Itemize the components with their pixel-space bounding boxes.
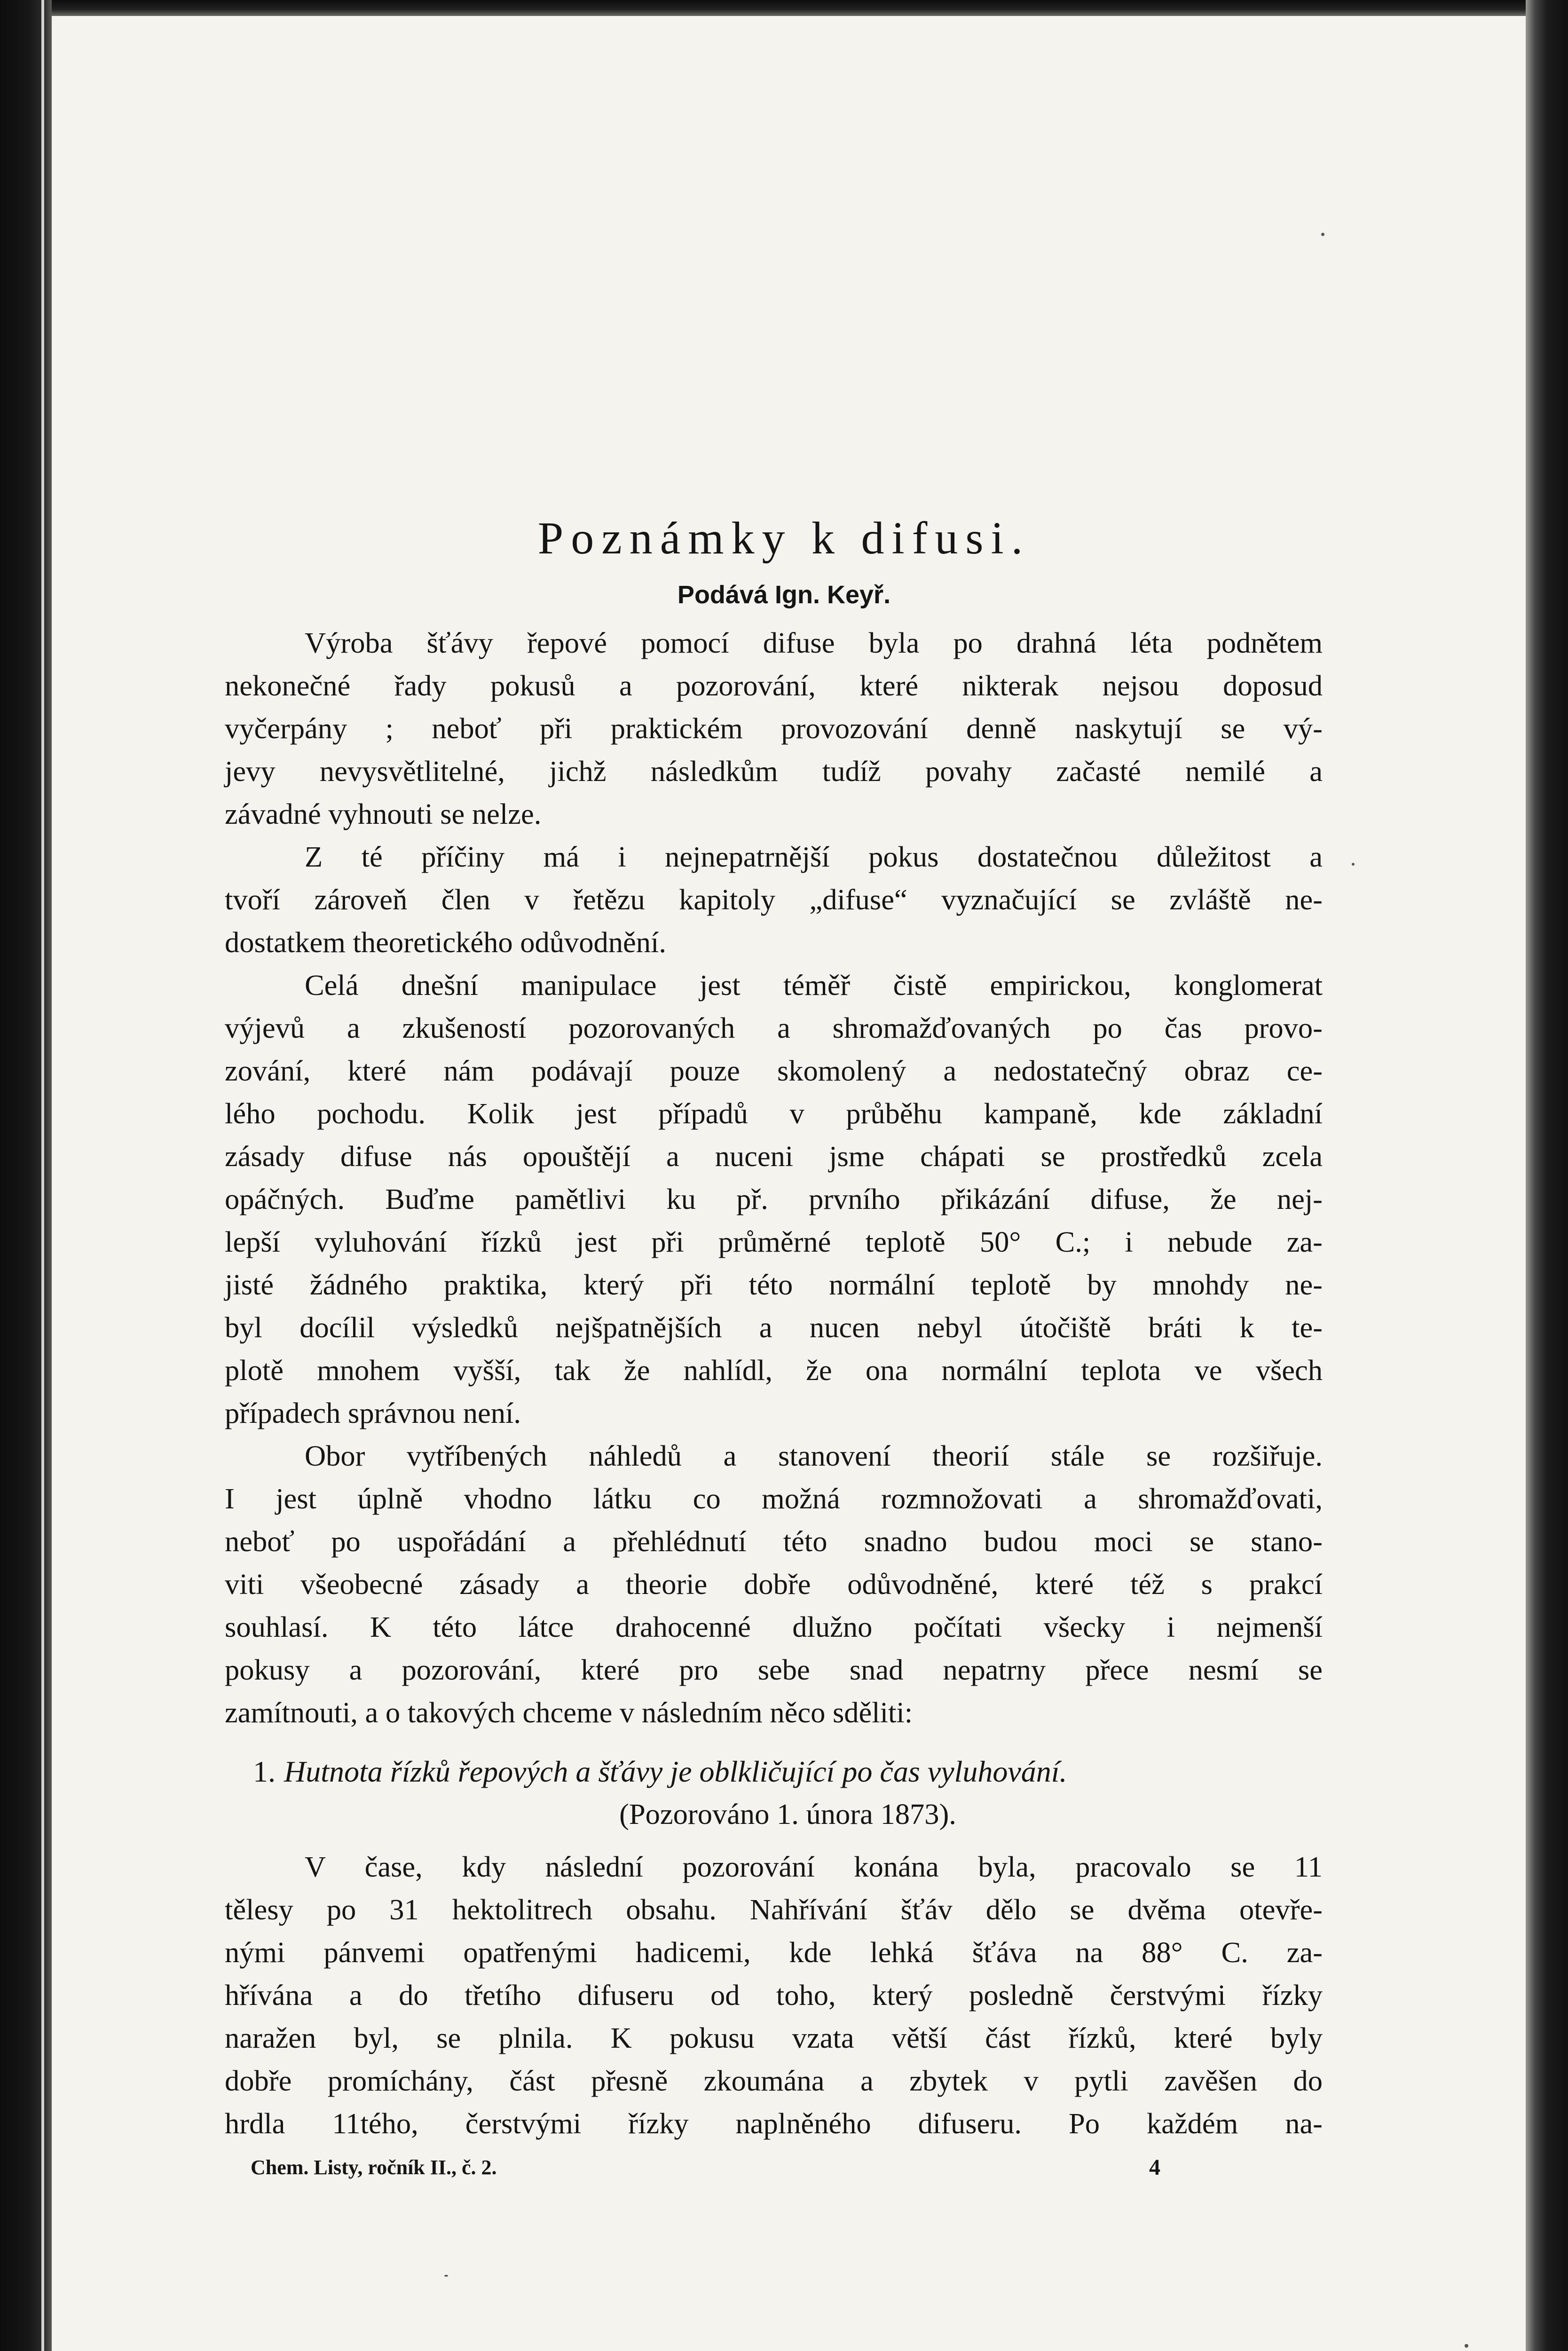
text-line: jevy nevysvětlitelné, jichž následkům tudíž povahy začasté nemilé a (225, 755, 1323, 788)
text-line: zamítnouti, a o takových chceme v následním něco sděliti: (225, 1696, 913, 1729)
scan-border-right (1526, 0, 1568, 2351)
paper-speck (1321, 233, 1324, 236)
section-title: Hutnota řízků řepových a šťávy je oblkličující po čas vyluhování. (284, 1755, 1067, 1788)
text-line: pokusy a pozorování, které pro sebe snad nepatrny přece nesmí se (225, 1653, 1323, 1686)
text-line: dostatkem theoretického odůvodnění. (225, 926, 666, 959)
text-line: naražen byl, se plnila. K pokusu vzata větší část řízků, které byly (225, 2021, 1323, 2054)
text-line: vyčerpány ; neboť při praktickém provozování denně naskytují se vý- (225, 712, 1323, 745)
paragraph (225, 1435, 1323, 1734)
text-line: zování, které nám podávají pouze skomolený a nedostatečný obraz ce- (225, 1054, 1323, 1087)
article-body-top (225, 622, 1323, 1734)
text-line: nekonečné řady pokusů a pozorování, které nikterak nejsou doposud (225, 669, 1323, 702)
text-line: Z té příčiny má i nejnepatrnější pokus dostatečnou důležitost a (305, 840, 1323, 873)
text-line: závadné vyhnouti se nelze. (225, 797, 542, 830)
text-line: dobře promíchány, část přesně zkoumána a zbytek v pytli zavěšen do (225, 2064, 1323, 2097)
text-line: plotě mnohem vyšší, tak že nahlídl, že ona normální teplota ve všech (225, 1354, 1323, 1387)
text-line: lého pochodu. Kolik jest případů v průběhu kampaně, kde základní (225, 1097, 1323, 1130)
text-line: Výroba šťávy řepové pomocí difuse byla po drahná léta podnětem (305, 626, 1323, 659)
text-line: opáčných. Buďme pamětlivi ku př. prvního přikázání difuse, že nej- (225, 1183, 1323, 1215)
text-line: zásady difuse nás opouštějí a nuceni jsme chápati se prostředků zcela (225, 1140, 1323, 1173)
section-subtitle: (Pozorováno 1. února 1873). (619, 1798, 956, 1830)
text-line: výjevů a zkušeností pozorovaných a shromažďovaných po čas provo- (225, 1011, 1323, 1044)
text-line: V čase, kdy následní pozorování konána byla, pracovalo se 11 (305, 1850, 1323, 1883)
paragraph (225, 964, 1323, 1435)
paragraph (225, 836, 1323, 964)
signature-mark: 4 (1149, 2155, 1160, 2180)
text-line: případech správnou není. (225, 1396, 521, 1429)
section-number: 1. (253, 1755, 276, 1788)
text-line: lepší vyluhování řízků jest při průměrné teplotě 50° C.; i nebude za- (225, 1225, 1323, 1258)
scan-border-line (41, 0, 44, 2351)
paragraph (225, 1846, 1323, 2145)
paper-speck (1465, 2344, 1468, 2348)
paper-speck (1352, 863, 1355, 866)
paper-speck (444, 2275, 448, 2277)
text-line: byl docílil výsledků nejšpatnějších a nucen nebyl útočiště bráti k te- (225, 1311, 1323, 1344)
text-line: tvoří zároveň člen v řetězu kapitoly „difuse“ vyznačující se zvláště ne- (225, 883, 1323, 916)
text-line: Celá dnešní manipulace jest téměř čistě empirickou, konglomerat (305, 969, 1323, 1002)
text-line: tělesy po 31 hektolitrech obsahu. Nahřívání šťáv dělo se dvěma otevře- (225, 1893, 1323, 1926)
text-line: viti všeobecné zásady a theorie dobře odůvodněné, které též s prakcí (225, 1568, 1323, 1601)
text-line: hrdla 11tého, čerstvými řízky naplněného difuseru. Po každém na- (225, 2107, 1323, 2140)
section-title-line (225, 1750, 1323, 1793)
text-line: jisté žádného praktika, který při této normální teplotě by mnohdy ne- (225, 1268, 1323, 1301)
text-line: I jest úplně vhodno látku co možná rozmnožovati a shromažďovati, (225, 1482, 1323, 1515)
section-heading (225, 1750, 1323, 1836)
article-author: Podává Ign. Keyř. (677, 581, 891, 609)
text-line: hřívána a do třetího difuseru od toho, který posledně čerstvými řízky (225, 1979, 1323, 2012)
text-line: souhlasí. K této látce drahocenné dlužno počítati všecky i nejmenší (225, 1610, 1323, 1643)
paragraph (225, 622, 1323, 836)
text-line: nými pánvemi opatřenými hadicemi, kde lehká šťáva na 88° C. za- (225, 1936, 1323, 1969)
scan-border-top (0, 0, 1568, 16)
article-body-bottom (225, 1846, 1323, 2145)
text-line: neboť po uspořádání a přehlédnutí této snadno budou moci se stano- (225, 1525, 1323, 1558)
text-line: Obor vytříbených náhledů a stanovení theorií stále se rozšiřuje. (305, 1439, 1323, 1472)
journal-reference: Chem. Listy, ročník II., č. 2. (251, 2156, 497, 2179)
page-footer (225, 2151, 1323, 2184)
article-title: Poznámky k difusi. (537, 513, 1031, 564)
